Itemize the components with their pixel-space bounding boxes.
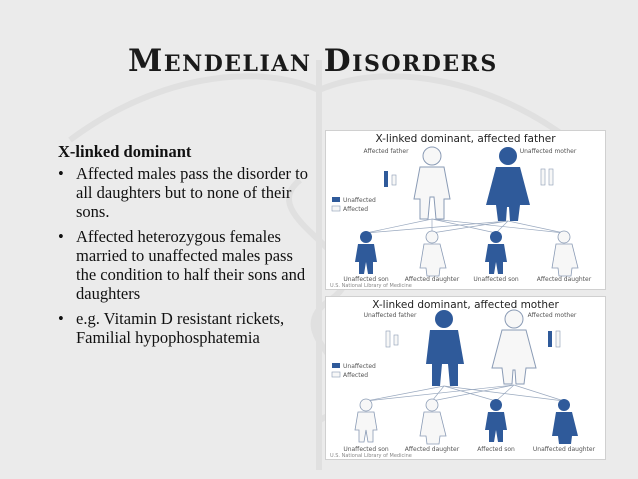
- legend-unaffected-swatch: [332, 197, 340, 202]
- chromosome-icons: [386, 331, 560, 347]
- legend-unaffected-swatch: [332, 363, 340, 368]
- child-label: Affected daughter: [536, 276, 592, 283]
- inheritance-lines: [366, 385, 564, 401]
- child-figure: [420, 231, 446, 276]
- parent-label: Unaffected mother: [519, 148, 577, 155]
- child-figure: [485, 399, 507, 442]
- child-label: Affected daughter: [404, 446, 460, 453]
- parent-label: Affected mother: [527, 312, 577, 319]
- child-label: Unaffected son: [343, 276, 389, 283]
- legend-affected-swatch: [332, 206, 340, 211]
- parent-figure: [414, 147, 450, 219]
- bullet-item: • Affected males pass the disorder to all daughters but to none of their sons.: [58, 164, 308, 221]
- legend-affected-swatch: [332, 372, 340, 377]
- legend-affected-label: Affected: [343, 206, 369, 213]
- source-credit: U.S. National Library of Medicine: [330, 453, 412, 459]
- child-figure: [420, 399, 446, 444]
- child-label: Affected son: [477, 446, 515, 453]
- bullet-list: [58, 164, 308, 347]
- pedigree-affected-father: [325, 130, 606, 290]
- legend-affected-label: Affected: [343, 372, 369, 379]
- parent-figure: [492, 310, 536, 384]
- child-figure: [355, 399, 377, 442]
- legend-unaffected-label: Unaffected: [343, 363, 376, 370]
- child-label: Unaffected daughter: [532, 446, 596, 453]
- child-label: Unaffected son: [473, 276, 519, 283]
- child-figure: [552, 399, 578, 444]
- child-figure: [355, 231, 377, 274]
- child-label: Affected daughter: [404, 276, 460, 283]
- parent-label: Affected father: [363, 148, 409, 155]
- subheading: X-linked dominant: [58, 142, 192, 161]
- parent-label: Unaffected father: [363, 312, 417, 319]
- child-figure: [552, 231, 578, 276]
- bullet-item: • e.g. Vitamin D resistant rickets, Familial hypophosphatemia: [58, 309, 308, 347]
- child-figure: [485, 231, 507, 274]
- parent-figure: [486, 147, 530, 221]
- child-label: Unaffected son: [343, 446, 389, 453]
- slide-title: Mendelian Disorders: [128, 43, 498, 79]
- diagram-title: X-linked dominant, affected mother: [372, 299, 559, 311]
- content-text: [58, 142, 308, 353]
- bullet-item: • Affected heterozygous females married to unaffected males pass the condition to half their sons and daughters: [58, 227, 308, 303]
- pedigree-affected-mother: [325, 296, 606, 460]
- chromosome-icons: [384, 169, 553, 187]
- legend-unaffected-label: Unaffected: [343, 197, 376, 204]
- inheritance-lines: [366, 219, 564, 233]
- source-credit: U.S. National Library of Medicine: [330, 283, 412, 289]
- parent-figure: [426, 310, 464, 386]
- diagram-title: X-linked dominant, affected father: [375, 133, 556, 145]
